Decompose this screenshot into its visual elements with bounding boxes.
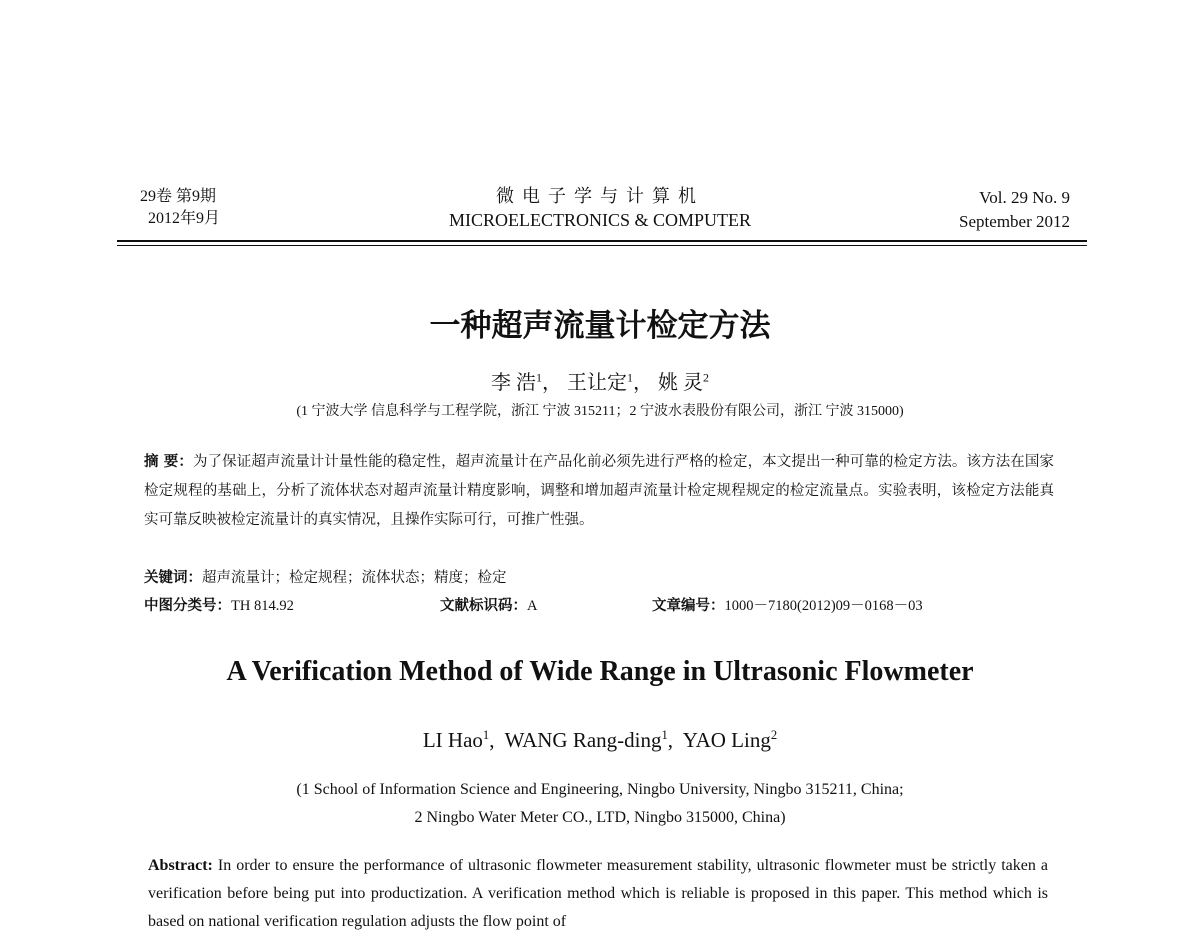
affiliation-cn: (1 宁波大学 信息科学与工程学院，浙江 宁波 315211；2 宁波水表股份有限公司，浙江 宁波 315000) — [296, 404, 904, 419]
author: YAO Ling — [682, 728, 771, 752]
title-cn: 一种超声流量计检定方法 — [429, 308, 771, 344]
author-sup: 2 — [703, 370, 709, 385]
author-sup: 2 — [770, 728, 778, 742]
journal-issue-en — [959, 186, 1070, 234]
affiliation-line: (1 School of Information Science and Engineering, Ningbo University, Ningbo 315211, China; — [296, 781, 904, 798]
classification-line — [144, 594, 1044, 615]
journal-name-en: MICROELECTRONICS & COMPUTER — [448, 210, 752, 230]
keywords-cn — [144, 566, 507, 587]
article-no-value: 1000－7180(2012)09－0168－03 — [724, 598, 923, 614]
author-sup: 1 — [536, 370, 542, 385]
authors-en: LI Hao$^1$, WANG Rang-ding$^1$, YAO Ling$^2$ — [422, 728, 778, 752]
keywords-label: 关键词： — [144, 570, 202, 586]
author: 姚 灵 — [658, 372, 703, 394]
author-sup: 1 — [661, 728, 668, 742]
abstract-text: In order to ensure the performance of ultrasonic flowmeter measurement stability, ultrasonic flowmeter must be strictly taken a verification before being put into productization. A verification method which is reliable is proposed in this paper. This method which is based on national verification regulation adjusts the flow point of — [148, 857, 1048, 930]
author: LI Hao — [422, 728, 483, 752]
author: 王让定 — [567, 372, 627, 394]
header-rule-thin — [117, 245, 1087, 246]
abstract-cn — [144, 448, 1054, 535]
doc-code-label: 文献标识码： — [440, 598, 527, 614]
abstract-text: 为了保证超声流量计计量性能的稳定性，超声流量计在产品化前必须先进行严格的检定，本文提出一种可靠的检定方法。该方法在国家检定规程的基础上，分析了流体状态对超声流量计精度影响，调整和增加超声流量计检定规程规定的检定流量点。实验表明，该检定方法能真实可靠反映被检定流量计的真实情况，且操作实际可行，可推广性强。 — [144, 454, 1054, 528]
article-no-label: 文章编号： — [652, 598, 725, 614]
author-sup: 1 — [482, 728, 490, 742]
journal-name — [300, 184, 900, 232]
author: WANG Rang-ding — [504, 728, 662, 752]
volume-issue: 29卷 第9期 — [140, 188, 217, 205]
clc-value: TH 814.92 — [231, 598, 294, 614]
clc-label: 中图分类号： — [144, 598, 231, 614]
journal-name-cn: 微电子学与计算机 — [496, 186, 704, 206]
keywords-text: 超声流量计；检定规程；流体状态；精度；检定 — [202, 570, 507, 586]
affiliation-en — [0, 776, 1200, 832]
journal-issue-cn — [140, 186, 220, 230]
doc-code-value: A — [527, 598, 538, 614]
issue-date: 2012年9月 — [148, 210, 221, 227]
abstract-label: 摘 要： — [144, 454, 193, 470]
title-en: A Verification Method of Wide Range in Ultrasonic Flowmeter — [226, 656, 974, 687]
authors-cn: 李 浩$^1$， 王让定$^1$， 姚 灵$^2$ — [491, 370, 709, 394]
issue-month: September 2012 — [959, 212, 1070, 231]
abstract-label: Abstract: — [148, 857, 213, 874]
volume-number: Vol. 29 No. 9 — [979, 188, 1070, 207]
abstract-en — [148, 852, 1048, 936]
affiliation-line: 2 Ningbo Water Meter CO., LTD, Ningbo 315000, China) — [414, 809, 786, 826]
author: 李 浩 — [491, 372, 536, 394]
author-sup: 1 — [627, 370, 633, 385]
header-rule — [117, 240, 1087, 242]
